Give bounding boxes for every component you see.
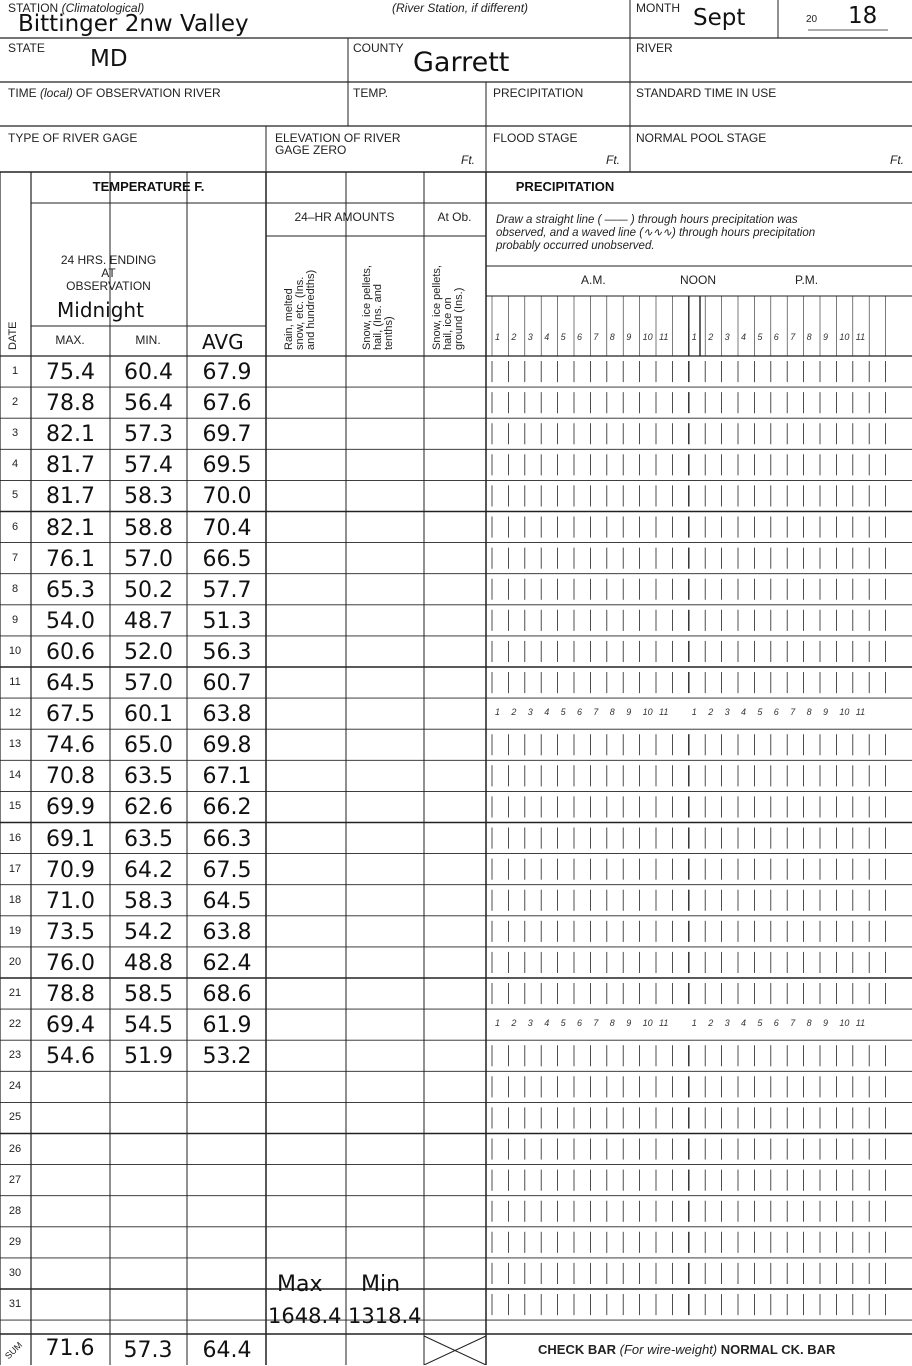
max-temp-cell xyxy=(31,1135,110,1166)
avg-temp-cell: 57.7 xyxy=(202,577,252,603)
header-hour-label: 1 xyxy=(691,332,697,342)
max-temp-cell xyxy=(31,1166,110,1197)
row22-hour-label: 9 xyxy=(626,1018,632,1029)
max-temp-cell: 60.6 xyxy=(46,639,95,665)
max-temp-cell: 74.6 xyxy=(46,733,95,759)
min-temp-cell: 57.0 xyxy=(124,546,173,572)
min-temp-cell: 64.2 xyxy=(124,857,173,883)
noon-label: NOON xyxy=(680,273,716,287)
header-hour-label: 9 xyxy=(626,332,632,342)
date-cell: 21 xyxy=(8,987,22,999)
row22-hour-label: 1 xyxy=(495,1018,501,1029)
min-temp-cell: 58.3 xyxy=(124,888,173,914)
min-temp-cell: 56.4 xyxy=(124,391,173,417)
date-cell: 6 xyxy=(11,520,19,533)
min-temp-cell: 54.5 xyxy=(124,1013,173,1039)
amounts-24hr-label: 24–HR AMOUNTS xyxy=(294,210,395,224)
row12-hour-label: 3 xyxy=(724,707,730,718)
max-temp-cell xyxy=(31,1103,110,1134)
row12-hour-label: 11 xyxy=(855,707,866,718)
min-temp-cell: 51.9 xyxy=(124,1044,173,1070)
row12-hour-label: 7 xyxy=(593,707,599,718)
min-temp-cell: 63.5 xyxy=(124,764,173,790)
observation-time-value: Midnight xyxy=(57,298,144,322)
row12-hour-label: 6 xyxy=(577,707,583,718)
temp-label: TEMP. xyxy=(353,86,389,100)
row22-hour-label: 7 xyxy=(790,1018,796,1029)
min-temp-cell: 58.8 xyxy=(124,515,173,541)
date-cell: 7 xyxy=(11,551,19,564)
avg-temp-cell: 69.8 xyxy=(202,733,252,759)
precipitation-time-label: PRECIPITATION xyxy=(493,86,584,100)
date-cell: 31 xyxy=(8,1298,22,1310)
date-cell: 29 xyxy=(8,1235,22,1248)
header-hour-label: 1 xyxy=(495,332,501,342)
max-temp-cell: 70.9 xyxy=(46,857,95,883)
min-temp-cell: 60.4 xyxy=(124,360,173,385)
header-hour-label: 2 xyxy=(708,332,714,342)
river-label: RIVER xyxy=(636,41,673,55)
date-cell: 10 xyxy=(8,644,22,657)
min-temp-cell: 58.3 xyxy=(124,484,173,510)
date-cell: 4 xyxy=(11,458,19,471)
elevation-ft-unit: Ft. xyxy=(461,153,475,167)
date-cell: 22 xyxy=(8,1018,22,1031)
row12-hour-label: 5 xyxy=(757,707,763,718)
avg-temp-cell: 68.6 xyxy=(202,982,252,1007)
header-hour-label: 11 xyxy=(855,332,866,342)
precip-min-label: Min xyxy=(361,1272,401,1297)
avg-temp-cell xyxy=(188,1072,266,1103)
max-temp-cell: 70.8 xyxy=(46,764,95,790)
year-value: 18 xyxy=(848,3,878,29)
row22-hour-label: 2 xyxy=(511,1018,517,1029)
max-temp-cell: 76.0 xyxy=(46,950,95,976)
max-column-header: MAX. xyxy=(55,333,85,347)
min-temp-cell xyxy=(110,1103,187,1134)
max-temp-cell: 82.1 xyxy=(46,422,95,448)
state-label: STATE xyxy=(8,41,45,55)
avg-temp-cell: 53.2 xyxy=(202,1044,252,1070)
date-cell: 11 xyxy=(9,676,21,688)
row12-hour-label: 2 xyxy=(708,707,714,718)
date-cell: 28 xyxy=(8,1204,22,1217)
avg-temp-cell xyxy=(188,1228,266,1259)
precip-max-label: Max xyxy=(277,1272,323,1297)
header-hour-label: 10 xyxy=(839,332,850,342)
date-cell: 15 xyxy=(8,800,22,813)
min-column-header: MIN. xyxy=(135,333,161,347)
max-temp-cell: 71.0 xyxy=(46,888,95,914)
row22-hour-label: 10 xyxy=(839,1018,850,1029)
date-cell: 12 xyxy=(8,707,22,720)
max-temp-cell xyxy=(31,1072,110,1103)
date-cell: 17 xyxy=(8,862,22,875)
date-cell: 13 xyxy=(8,738,22,751)
date-cell: 8 xyxy=(11,582,19,595)
row22-hour-label: 11 xyxy=(855,1018,866,1029)
header-hour-label: 11 xyxy=(659,332,669,342)
station-label-sub: (Climatological) xyxy=(61,1,145,15)
max-temp-cell: 54.0 xyxy=(46,608,95,634)
row22-hour-label: 4 xyxy=(741,1018,747,1029)
header-hour-label: 7 xyxy=(593,332,599,342)
check-bar-title: CHECK BAR xyxy=(538,1342,616,1357)
date-cell: 16 xyxy=(8,831,22,844)
row22-hour-label: 6 xyxy=(773,1018,779,1029)
date-cell: 5 xyxy=(11,489,19,502)
row22-hour-label: 4 xyxy=(544,1018,550,1029)
header-hour-label: 5 xyxy=(757,332,763,342)
hours-ending-label: 24 HRS. ENDING AT OBSERVATION xyxy=(60,253,157,293)
header-hour-label: 4 xyxy=(544,332,550,342)
avg-temp-cell: 63.8 xyxy=(202,702,252,728)
row12-hour-label: 4 xyxy=(741,707,747,718)
river-gage-type-label: TYPE OF RIVER GAGE xyxy=(8,131,138,145)
precip-min-value: 1318.4 xyxy=(348,1304,422,1328)
max-temp-cell: 81.7 xyxy=(46,453,95,479)
header-hour-label: 4 xyxy=(741,332,747,342)
avg-temp-cell: 67.9 xyxy=(202,360,252,385)
avg-temp-cell: 64.5 xyxy=(202,888,252,914)
date-cell: 18 xyxy=(8,893,22,906)
row12-hour-label: 10 xyxy=(642,707,653,718)
row22-hour-label: 7 xyxy=(593,1018,599,1029)
min-temp-cell xyxy=(110,1290,187,1321)
avg-temp-cell: 60.7 xyxy=(202,671,252,696)
min-temp-cell: 48.8 xyxy=(124,950,173,976)
row12-hour-label: 7 xyxy=(790,707,796,718)
min-temp-cell xyxy=(110,1072,187,1103)
max-temp-cell: 69.4 xyxy=(46,1013,95,1039)
time-label-a: TIME xyxy=(8,86,37,100)
snow-column-header: Snow, ice pellets, hail, (Ins. and tenths) xyxy=(361,265,395,350)
date-cell: 1 xyxy=(11,365,19,377)
header-hour-label: 10 xyxy=(642,332,653,342)
header-hour-label: 3 xyxy=(724,332,730,342)
avg-temp-cell: 67.5 xyxy=(202,857,252,883)
row12-hour-label: 11 xyxy=(659,707,669,718)
avg-temp-cell: 66.3 xyxy=(202,826,252,852)
row22-hour-label: 5 xyxy=(757,1018,763,1029)
header-hour-label: 7 xyxy=(790,332,796,342)
avg-temp-cell: 69.5 xyxy=(202,453,252,479)
time-label-b: (local) xyxy=(40,86,73,100)
avg-temp-cell xyxy=(188,1197,266,1228)
row22-hour-label: 6 xyxy=(577,1018,583,1029)
time-of-observation-label xyxy=(8,87,221,99)
avg-column-header: AVG xyxy=(202,330,244,354)
row12-hour-label: 2 xyxy=(511,707,517,718)
normal-check-bar-title: NORMAL CK. BAR xyxy=(720,1342,836,1357)
pm-label: P.M. xyxy=(795,273,819,287)
max-temp-cell: 81.7 xyxy=(46,484,95,510)
date-cell: 2 xyxy=(11,396,19,409)
avg-temp-cell xyxy=(188,1290,266,1321)
row12-hour-label: 5 xyxy=(560,707,566,718)
header-hour-label: 9 xyxy=(823,332,829,342)
header-hour-label: 8 xyxy=(806,332,812,342)
check-bar-note: (For wire-weight) xyxy=(619,1342,718,1357)
date-column-header: DATE xyxy=(7,321,19,350)
header-hour-label: 5 xyxy=(560,332,566,342)
row22-hour-label: 8 xyxy=(806,1018,812,1029)
date-cell: 20 xyxy=(8,955,22,968)
min-temp-cell: 60.1 xyxy=(124,702,173,728)
precipitation-instructions: Draw a straight line ( —— ) through hours precipitation was observed, and a waved line (∿∿∿) through hours precipitation probably occurred unobserved. xyxy=(496,214,816,252)
max-temp-cell: 78.8 xyxy=(46,982,95,1007)
avg-temp-cell: 66.5 xyxy=(202,546,252,572)
normal-pool-label: NORMAL POOL STAGE xyxy=(636,131,767,145)
flood-stage-ft-unit: Ft. xyxy=(606,153,620,167)
header-hour-label: 3 xyxy=(527,332,533,342)
header-hour-label: 6 xyxy=(577,332,583,342)
max-temp-cell: 54.6 xyxy=(46,1044,95,1070)
max-temp-cell xyxy=(31,1228,110,1259)
temperature-section-title: TEMPERATURE F. xyxy=(92,179,205,194)
max-temp-cell: 76.1 xyxy=(46,546,95,572)
avg-temp-cell xyxy=(188,1166,266,1197)
min-temp-cell: 57.3 xyxy=(124,422,173,448)
min-temp-cell: 65.0 xyxy=(124,733,173,759)
date-cell: 14 xyxy=(8,769,22,782)
max-temp-cell: 64.5 xyxy=(46,671,95,696)
date-cell: 25 xyxy=(8,1111,22,1124)
max-temp-cell: 73.5 xyxy=(46,919,95,945)
row12-hour-label: 4 xyxy=(544,707,550,718)
month-value: Sept xyxy=(693,5,746,31)
normal-pool-ft-unit: Ft. xyxy=(890,153,904,167)
county-value: Garrett xyxy=(413,47,510,78)
row22-hour-label: 3 xyxy=(724,1018,730,1029)
sum-max-value: 71.6 xyxy=(45,1336,95,1361)
min-temp-cell xyxy=(110,1259,187,1290)
at-ob-label: At Ob. xyxy=(437,210,472,224)
avg-temp-cell: 61.9 xyxy=(202,1013,252,1039)
avg-temp-cell xyxy=(188,1135,266,1166)
precip-max-value: 1648.4 xyxy=(268,1304,342,1328)
min-temp-cell: 50.2 xyxy=(124,577,173,603)
max-temp-cell: 69.1 xyxy=(46,826,95,852)
month-label: MONTH xyxy=(636,1,680,15)
elevation-label: ELEVATION OF RIVER GAGE ZERO xyxy=(275,131,401,157)
date-cell: 26 xyxy=(8,1142,22,1155)
avg-temp-cell: 70.0 xyxy=(202,484,252,510)
max-temp-cell: 82.1 xyxy=(46,515,95,541)
sum-label: SUM xyxy=(3,1339,25,1362)
row22-hour-label: 5 xyxy=(560,1018,566,1029)
avg-temp-cell: 62.4 xyxy=(202,950,252,976)
row12-hour-label: 8 xyxy=(806,707,812,718)
station-name-value: Bittinger 2nw Valley xyxy=(18,11,249,37)
row12-hour-label: 1 xyxy=(691,707,697,718)
date-cell: 27 xyxy=(8,1173,22,1186)
avg-temp-cell: 69.7 xyxy=(202,422,252,448)
standard-time-label: STANDARD TIME IN USE xyxy=(636,86,777,100)
min-temp-cell xyxy=(110,1135,187,1166)
state-value: MD xyxy=(90,46,128,72)
row12-hour-label: 6 xyxy=(773,707,779,718)
avg-temp-cell: 66.2 xyxy=(202,795,252,821)
header-hour-label: 6 xyxy=(773,332,779,342)
row12-hour-label: 8 xyxy=(609,707,615,718)
max-temp-cell: 75.4 xyxy=(46,360,95,385)
avg-temp-cell: 56.3 xyxy=(202,639,252,665)
time-label-c: OF OBSERVATION RIVER xyxy=(76,86,221,100)
header-hour-label: 2 xyxy=(511,332,517,342)
sum-min-value: 57.3 xyxy=(123,1338,173,1363)
min-temp-cell: 57.0 xyxy=(124,671,173,696)
row22-hour-label: 2 xyxy=(708,1018,714,1029)
date-cell: 19 xyxy=(8,924,22,937)
row22-hour-label: 8 xyxy=(609,1018,615,1029)
river-station-label: (River Station, if different) xyxy=(392,1,529,15)
precipitation-section-title: PRECIPITATION xyxy=(515,179,615,194)
min-temp-cell xyxy=(110,1197,187,1228)
sum-avg-value: 64.4 xyxy=(202,1338,252,1363)
max-temp-cell xyxy=(31,1259,110,1290)
max-temp-cell: 78.8 xyxy=(46,391,95,417)
avg-temp-cell: 67.6 xyxy=(202,391,252,417)
avg-temp-cell xyxy=(188,1103,266,1134)
max-temp-cell: 65.3 xyxy=(46,577,95,603)
date-cell: 30 xyxy=(8,1266,22,1279)
max-temp-cell: 69.9 xyxy=(46,795,95,821)
row22-hour-label: 9 xyxy=(823,1018,829,1029)
max-temp-cell xyxy=(31,1197,110,1228)
station-label-main: STATION xyxy=(8,1,59,15)
min-temp-cell: 48.7 xyxy=(124,608,173,634)
max-temp-cell xyxy=(31,1290,110,1321)
rain-column-header: Rain, melted snow, etc. (Ins. and hundredths) xyxy=(283,269,317,350)
date-cell: 23 xyxy=(8,1049,22,1062)
county-label: COUNTY xyxy=(353,41,404,55)
max-temp-cell: 67.5 xyxy=(46,702,95,728)
row22-hour-label: 11 xyxy=(659,1018,669,1029)
row12-hour-label: 1 xyxy=(495,707,501,718)
row12-hour-label: 9 xyxy=(626,707,632,718)
row22-hour-label: 3 xyxy=(527,1018,533,1029)
min-temp-cell xyxy=(110,1228,187,1259)
row22-hour-label: 10 xyxy=(642,1018,653,1029)
min-temp-cell: 63.5 xyxy=(124,826,173,852)
date-cell: 9 xyxy=(11,613,19,626)
row12-hour-label: 10 xyxy=(839,707,850,718)
date-cell: 3 xyxy=(11,427,19,440)
min-temp-cell: 57.4 xyxy=(124,453,173,479)
min-temp-cell: 62.6 xyxy=(124,795,173,821)
flood-stage-label: FLOOD STAGE xyxy=(493,131,578,145)
min-temp-cell: 52.0 xyxy=(124,639,173,665)
year-prefix: 20 xyxy=(806,14,818,25)
check-bar-label xyxy=(538,1342,835,1357)
avg-temp-cell: 67.1 xyxy=(202,764,252,790)
avg-temp-cell: 63.8 xyxy=(202,919,252,945)
avg-temp-cell: 70.4 xyxy=(202,515,252,541)
min-temp-cell: 54.2 xyxy=(124,919,173,945)
min-temp-cell xyxy=(110,1166,187,1197)
avg-temp-cell: 51.3 xyxy=(202,608,252,634)
date-cell: 24 xyxy=(8,1080,22,1093)
row12-hour-label: 3 xyxy=(527,707,533,718)
min-temp-cell: 58.5 xyxy=(124,982,173,1007)
row22-hour-label: 1 xyxy=(691,1018,697,1029)
snow-on-ground-column-header: Snow, ice pellets, hail, ice on ground (Ins.) xyxy=(431,265,465,350)
am-label: A.M. xyxy=(581,273,606,287)
header-hour-label: 8 xyxy=(609,332,615,342)
row12-hour-label: 9 xyxy=(823,707,829,718)
avg-temp-cell xyxy=(188,1259,266,1290)
